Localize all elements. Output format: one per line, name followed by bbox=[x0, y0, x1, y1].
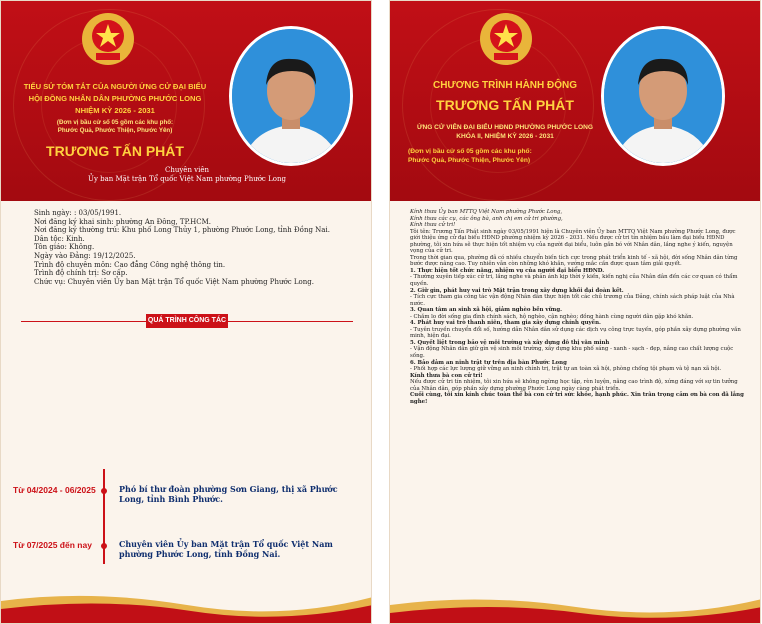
body-paragraph: - Thường xuyên tiếp xúc cử tri, lắng nghe và phản ánh kịp thời ý kiến, kiến nghị của Nhân dân đến các cơ quan có thẩm quyền. bbox=[410, 274, 738, 288]
info-ethnicity: Dân tộc: Kinh. bbox=[34, 234, 85, 243]
timeline-dot bbox=[101, 488, 107, 494]
program-heading: 6. Bảo đảm an ninh trật tự trên địa bàn Phước Long bbox=[410, 359, 567, 366]
closing-thanks: Cuối cùng, tôi xin kính chúc toàn thể bà con cử tri sức khỏe, hạnh phúc. Xin trân trọng cảm ơn bà con đã lắng nghe! bbox=[410, 392, 744, 405]
body-paragraph: - Tuyên truyền chuyển đổi số, hướng dẫn Nhân dân sử dụng các dịch vụ công trực tuyến, góp phần xây dựng phường văn minh, hiện đại. bbox=[410, 326, 741, 340]
info-residence: Nơi đăng ký thường trú: Khu phố Long Thủy 1, phường Phước Long, tỉnh Đồng Nai. bbox=[34, 226, 330, 235]
program-heading: 2. Giữ gìn, phát huy vai trò Mặt trận trong xây dựng khối đại đoàn kết. bbox=[410, 287, 624, 294]
info-birthplace: Nơi đăng ký khai sinh: phường An Đông, TP.HCM. bbox=[34, 217, 211, 226]
program-heading: 5. Quyết liệt trong bảo vệ môi trường và xây dựng đô thị văn minh bbox=[410, 339, 610, 346]
body-paragraph: - Tích cực tham gia công tác vận động Nhân dân thực hiện tốt các chủ trương của Đảng, chính sách pháp luật của Nhà nước. bbox=[410, 294, 735, 307]
electoral-unit: (Đơn vị bầu cử số 05 gồm các khu phố: Phước Quả, Phước Thiện, Phước Yên) bbox=[408, 148, 532, 164]
program-heading: 1. Thực hiện tốt chức năng, nhiệm vụ của người đại biểu HĐND. bbox=[410, 267, 605, 274]
timeline-period: Từ 07/2025 đến nay bbox=[13, 540, 92, 550]
national-emblem-icon bbox=[476, 9, 536, 67]
work-history-title: QUÁ TRÌNH CÔNG TÁC bbox=[146, 314, 228, 328]
candidate-portrait-icon bbox=[604, 29, 722, 163]
body-paragraph: - Chăm lo đời sống gia đình chính sách, hộ nghèo, cận nghèo; đồng hành cùng người dân gặp khó khăn. bbox=[410, 313, 694, 320]
body-paragraph: Nếu được cử tri tín nhiệm, tôi xin hứa sẽ không ngừng học tập, rèn luyện, nâng cao trình độ, xứng đáng với sự tin tưởng của Nhân dân, góp phần xây dựng phường Phước Long ngày càng phát triển. bbox=[410, 379, 738, 392]
candidate-name: TRƯƠNG TẤN PHÁT bbox=[46, 143, 184, 159]
program-heading: 4. Phát huy vai trò thanh niên, tham gia xây dựng chính quyền. bbox=[410, 320, 601, 327]
biography-title: TIỂU SỬ TÓM TẮT CỦA NGƯỜI ỨNG CỬ ĐẠI BIỂU HỘI ĐỒNG NHÂN DÂN PHƯỜNG PHƯỚC LONG NHIỆM KỲ 2026 - 2031 bbox=[23, 82, 207, 115]
action-program-body bbox=[410, 209, 746, 405]
program-heading: 3. Quan tâm an sinh xã hội, giảm nghèo bền vững. bbox=[410, 307, 562, 314]
info-job-title: Chức vụ: Chuyên viên Ủy ban Mặt trận Tổ quốc Việt Nam phường Phước Long. bbox=[34, 277, 314, 286]
timeline-description: Chuyên viên Ủy ban Mặt trận Tổ quốc Việt Nam phường Phước Long, tỉnh Đồng Nai. bbox=[119, 539, 333, 559]
candidate-subtitle: ỨNG CỬ VIÊN ĐẠI BIỂU HĐND PHƯỜNG PHƯỚC LONG KHÓA II, NHIỆM KỲ 2026 - 2031 bbox=[416, 124, 593, 140]
info-birthdate: Sinh ngày: : 03/05/1991. bbox=[34, 209, 122, 217]
closing-salutation: Kính thưa bà con cử tri! bbox=[410, 372, 483, 379]
section-divider-right bbox=[228, 321, 353, 322]
action-program-panel bbox=[389, 0, 761, 624]
section-divider-left bbox=[21, 321, 146, 322]
timeline-dot bbox=[101, 543, 107, 549]
info-religion: Tôn giáo: Không. bbox=[34, 243, 95, 252]
body-paragraph: - Vận động Nhân dân giữ gìn vệ sinh môi trường, xây dựng khu phố sáng - xanh - sạch - đẹp, nâng cao chất lượng cuộc sống. bbox=[410, 346, 734, 360]
electoral-unit: (Đơn vị bầu cử số 05 gồm các khu phố: Phước Quả, Phước Thiện, Phước Yên) bbox=[56, 119, 174, 134]
biography-header bbox=[1, 1, 372, 201]
info-political-level: Trình độ chính trị: Sơ cấp. bbox=[34, 269, 128, 278]
candidate-position: Chuyên viên Ủy ban Mặt trận Tổ quốc Việt Nam phường Phước Long bbox=[88, 166, 286, 183]
info-education: Trình độ chuyên môn: Cao đẳng Công nghệ thông tin. bbox=[34, 260, 226, 269]
timeline-line bbox=[103, 469, 105, 564]
candidate-portrait-icon bbox=[232, 29, 350, 163]
info-party-date: Ngày vào Đảng: 19/12/2025. bbox=[34, 251, 136, 260]
decorative-wave bbox=[390, 583, 761, 623]
salutation: Kính thưa cử tri! bbox=[410, 222, 456, 229]
salutation: Kính thưa các cụ, các ông bà, anh chị em cử tri phường, bbox=[410, 215, 563, 222]
national-emblem-icon bbox=[78, 9, 138, 67]
candidate-photo bbox=[229, 26, 353, 166]
action-program-title: CHƯƠNG TRÌNH HÀNH ĐỘNG bbox=[432, 80, 578, 91]
body-paragraph: - Phối hợp các lực lượng giữ vững an ninh chính trị, trật tự an toàn xã hội, phòng chống tội phạm và tệ nạn xã hội. bbox=[410, 366, 722, 373]
decorative-wave bbox=[1, 583, 372, 623]
body-paragraph: Trong thời gian qua, phường đã có nhiều chuyển biến tích cực trong phát triển kinh tế - xã hội, đời sống Nhân dân từng bước được nâng cao. Tuy nhiên vẫn còn những khó khăn, vướng mắc cần được quan tâm giải quyết. bbox=[410, 254, 738, 268]
candidate-name: TRƯƠNG TẤN PHÁT bbox=[436, 97, 574, 113]
timeline-description: Phó bí thư đoàn phường Sơn Giang, thị xã Phước Long, tỉnh Bình Phước. bbox=[119, 484, 338, 504]
biography-panel bbox=[0, 0, 372, 624]
personal-info bbox=[1, 209, 372, 286]
body-paragraph: Tôi tên: Trương Tấn Phát sinh ngày 03/05/1991 hiện là Chuyên viên Ủy ban MTTQ Việt Nam phường Phước Long, được giới thiệu ứng cử đại biểu HĐND phường nhiệm kỳ 2026 - 2031. Nếu được cử tri tín nhiệm bầu làm đại biểu HĐND phường, tôi xin hứa sẽ thực hiện tốt nhiệm vụ của người đại biểu, luôn gắn bó với Nhân dân, lắng nghe ý kiến, nguyện vọng của cử tri. bbox=[410, 228, 736, 255]
timeline-period: Từ 04/2024 - 06/2025 bbox=[13, 485, 96, 495]
salutation: Kính thưa Ủy ban MTTQ Việt Nam phường Phước Long, bbox=[410, 209, 563, 215]
action-program-header bbox=[390, 1, 761, 201]
